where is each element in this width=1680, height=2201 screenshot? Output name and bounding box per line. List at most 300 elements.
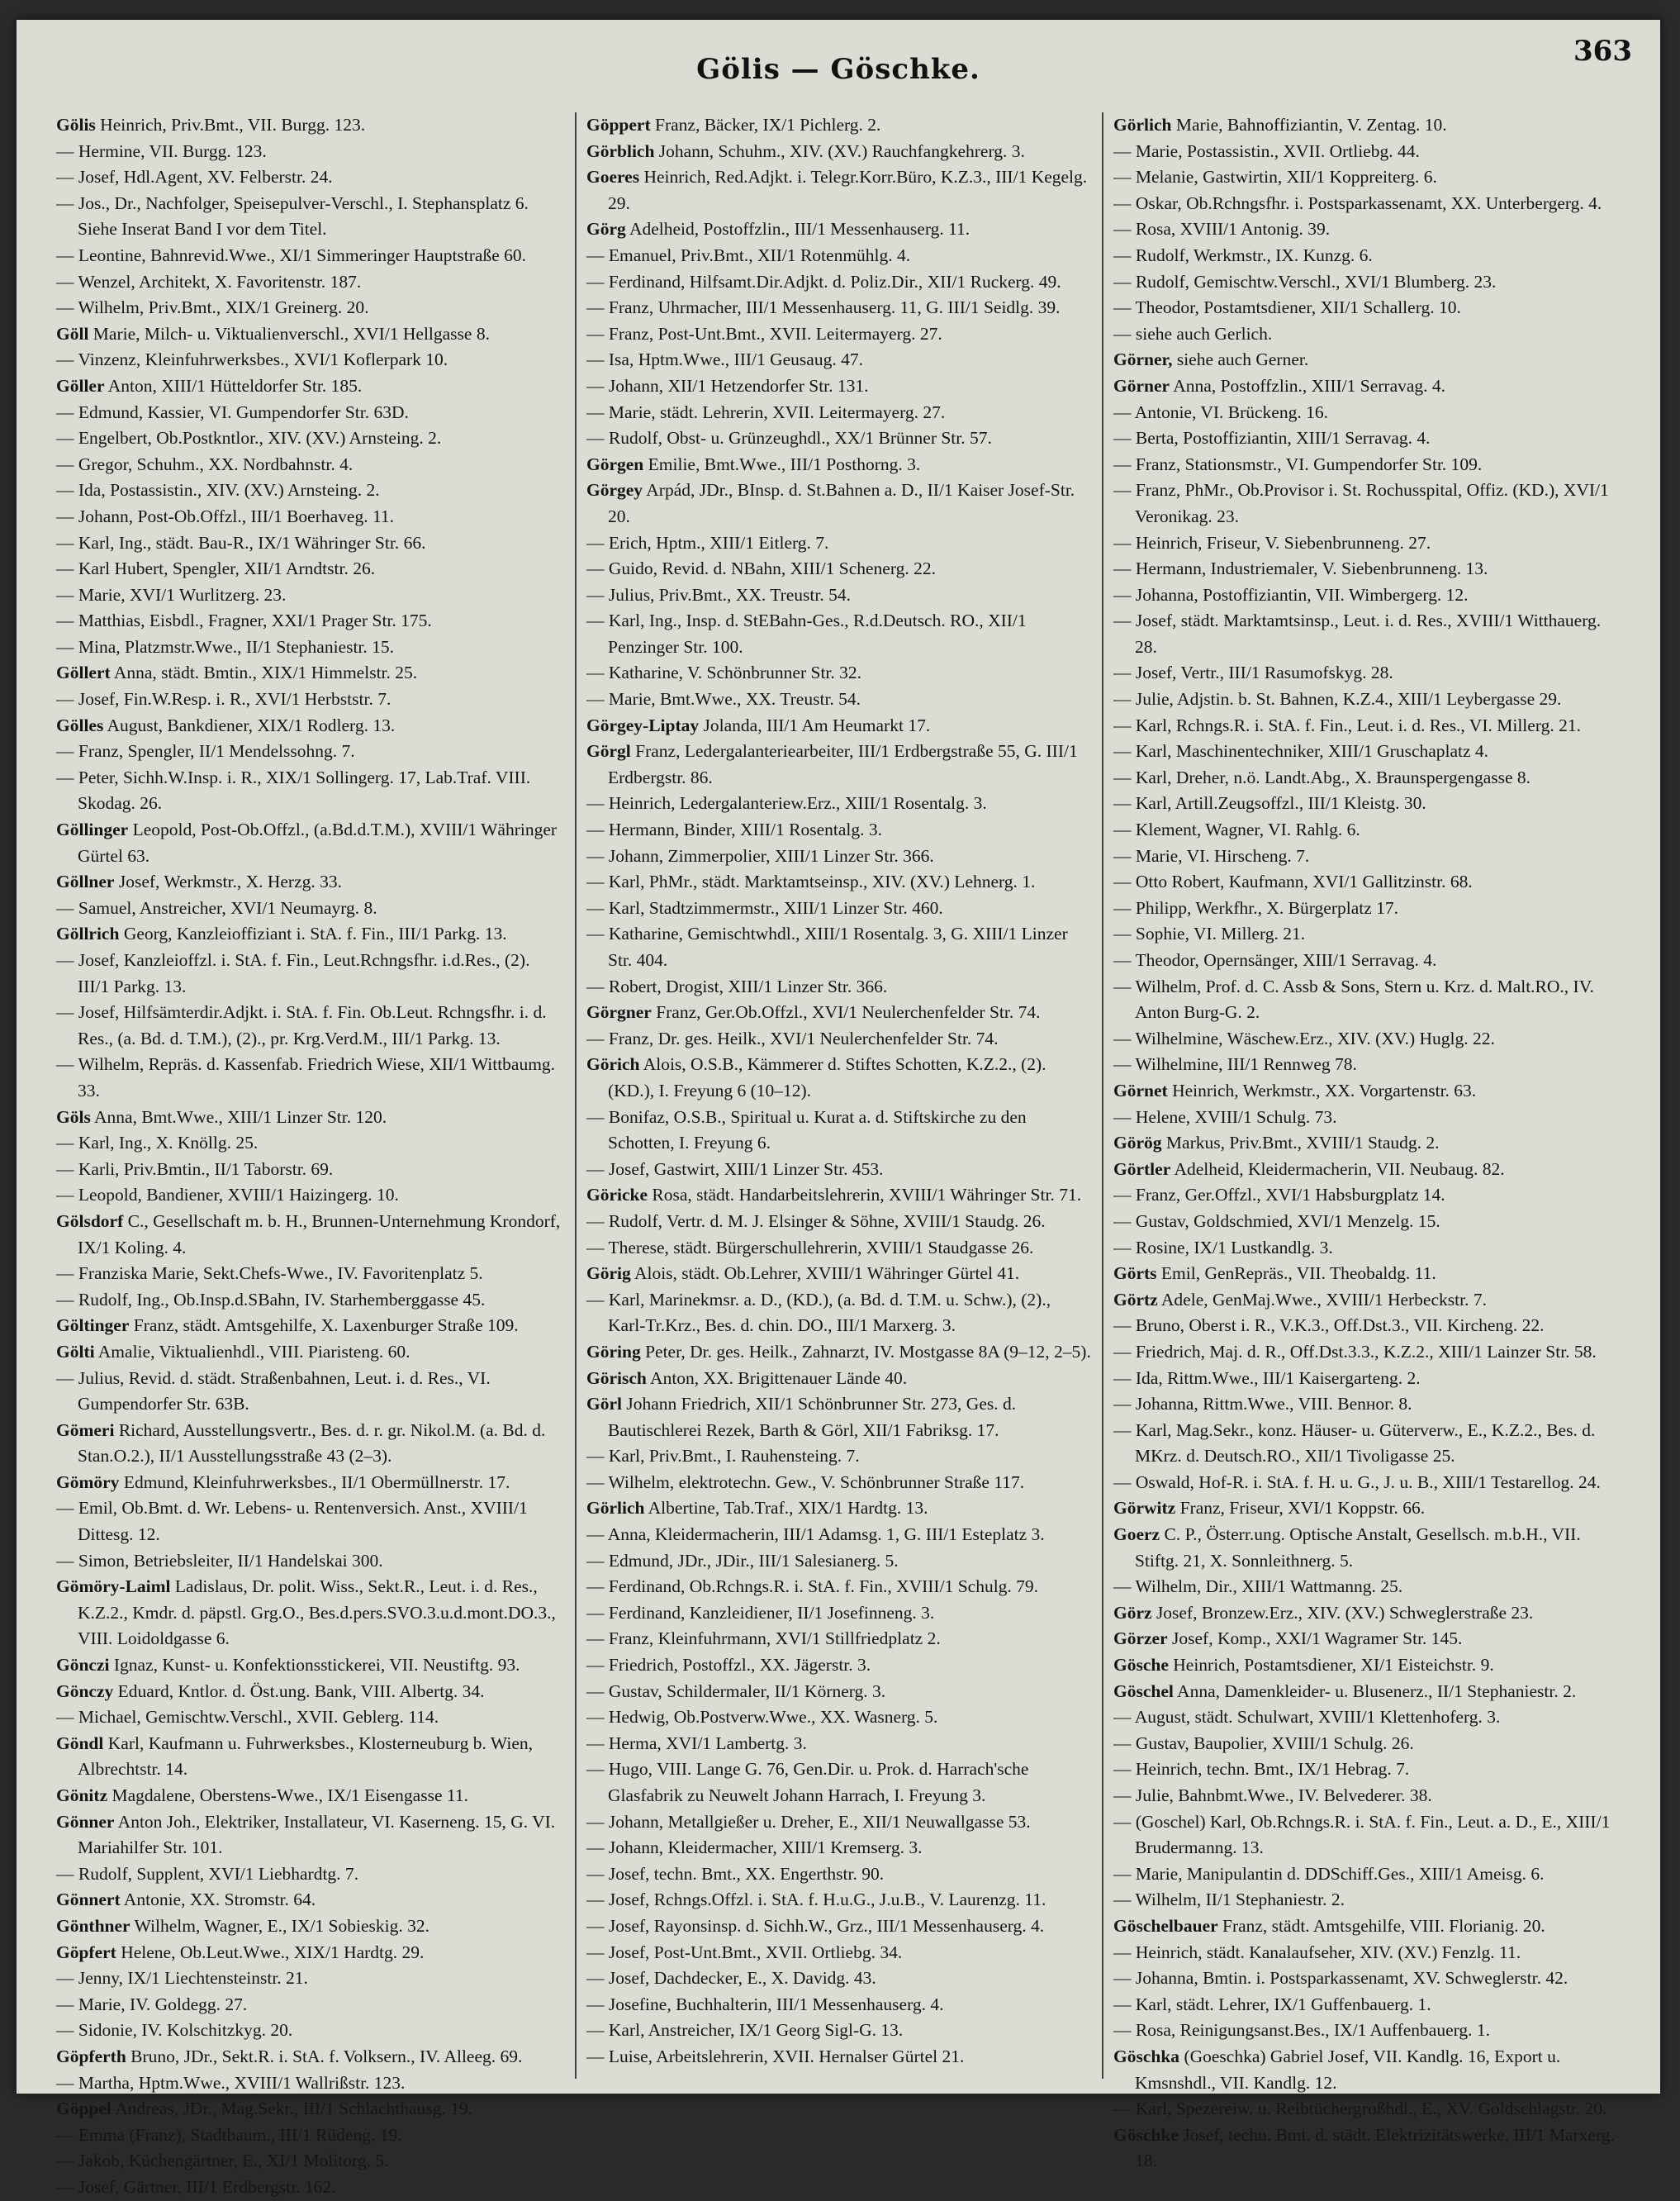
directory-entry [56,635,565,661]
entry-text: — Josefine, Buchhalterin, III/1 Messenhauserg. 4. [586,1994,944,2014]
entry-text: — Hermann, Binder, XIII/1 Rosentalg. 3. [586,820,882,840]
directory-entry [56,2070,565,2097]
entry-text: — Rudolf, Vertr. d. M. J. Elsinger & Söhne, XVIII/1 Staudg. 26. [586,1210,1046,1231]
entry-text: — Wilhelm, elektrotechn. Gew., V. Schönbrunner Straße 117. [586,1471,1025,1492]
entry-text: Alois, O.S.B., Kämmerer d. Stiftes Schotten, K.Z.2., (2). (KD.), I. Freyung 6 (10–12). [608,1054,1046,1100]
directory-entry [586,556,1092,582]
entry-surname: Goeres [586,167,640,188]
entry-text: — Johann, Kleidermacher, XIII/1 Kremserg. 3. [586,1837,923,1858]
entry-text: — Leontine, Bahnrevid.Wwe., XI/1 Simmeringer Hauptstraße 60. [56,245,527,265]
entry-surname: Görgl [586,741,631,762]
entry-text: Johann Friedrich, XII/1 Schönbrunner Str. 273, Ges. d. Bautischlerei Rezek, Barth & Görl, XII/1 Fabriksg. 17. [608,1394,1017,1440]
entry-surname: Gömöry [56,1471,120,1492]
entry-text: — Johanna, Bmtin. i. Postsparkassenamt, XV. Schweglerstr. 42. [1113,1968,1568,1989]
directory-entry [56,1418,565,1470]
entry-text: — Bonifaz, O.S.B., Spiritual u. Kurat a. d. Stiftskirche zu den Schotten, I. Freyung 6. [586,1106,1027,1153]
directory-entry [1113,765,1622,792]
directory-entry [1113,1783,1622,1809]
entry-text: — Rudolf, Ing., Ob.Insp.d.SBahn, IV. Starhemberggasse 45. [56,1289,486,1310]
directory-entry [586,425,1092,452]
directory-entry [56,112,565,139]
entry-text: — Franz, Kleinfuhrmann, XVI/1 Stillfriedplatz 2. [586,1628,941,1649]
directory-entry [56,1679,565,1705]
entry-text: Josef, Komp., XXI/1 Wagramer Str. 145. [1167,1628,1463,1649]
directory-entry [586,1391,1092,1443]
directory-entry [56,765,565,817]
entry-text: — Marie, Manipulantin d. DDSchiff.Ges., XIII/1 Ameisg. 6. [1113,1863,1545,1884]
entry-text: — Emanuel, Priv.Bmt., XII/1 Rotenmühlg. 4. [586,245,911,265]
entry-text: — Oswald, Hof-R. i. StA. f. H. u. G., J. u. B., XIII/1 Testarellog. 24. [1113,1471,1601,1492]
entry-text: Karl, Kaufmann u. Fuhrwerksbes., Klosterneuburg b. Wien, Albrechtstr. 14. [78,1733,533,1780]
entry-text: — Karl, Spezereiw. u. Reibtüchergroßhdl., E., XV. Goldschlagstr. 20. [1113,2099,1607,2119]
entry-text: Franz, städt. Amtsgehilfe, X. Laxenburger Straße 109. [129,1315,519,1336]
entry-surname: Göllert [56,663,111,683]
entry-surname: Görgen [586,454,644,474]
directory-entry [56,739,565,765]
directory-entry [56,347,565,373]
directory-entry [56,1574,565,1652]
directory-entry [586,1495,1092,1522]
entry-text: — Franz, PhMr., Ob.Provisor i. St. Rochusspital, Offiz. (KD.), XVI/1 Veronikag. 23. [1113,480,1609,526]
entry-text: — Ida, Rittm.Wwe., III/1 Kaisergarteng. 2. [1113,1367,1421,1388]
entry-surname: Gömöry-Laiml [56,1576,171,1597]
directory-entry [56,1783,565,1809]
entry-text: — Marie, XVI/1 Wurlitzerg. 23. [56,584,287,605]
directory-entry [1113,687,1622,713]
directory-entry [1113,2044,1622,2096]
entry-text: Emil, GenRepräs., VII. Theobaldg. 11. [1156,1263,1436,1284]
entry-text: — Theodor, Opernsänger, XIII/1 Serravag. 4. [1113,950,1437,970]
entry-text: — siehe auch Gerlich. [1113,323,1273,344]
entry-surname: Gölti [56,1341,95,1362]
directory-entry [586,844,1092,870]
entry-text: — Mina, Platzmstr.Wwe., II/1 Stephaniestr. 15. [56,636,395,657]
entry-text: Marie, Milch- u. Viktualienverschl., XVI/1 Hellgasse 8. [88,323,490,344]
entry-text: — Friedrich, Maj. d. R., Off.Dst.3.3., K.Z.2., XIII/1 Lainzer Str. 58. [1113,1341,1597,1362]
directory-entry [56,2175,565,2201]
entry-text: — Karl, Marinekmsr. a. D., (KD.), (a. Bd. d. T.M. u. Schw.), (2)., Karl-Tr.Krz., Bes. d. chin. DO., III/1 Marxerg. 3. [586,1289,1051,1336]
directory-entry [56,1966,565,1992]
directory-entry [586,112,1092,139]
directory-entry [1113,1966,1622,1992]
entry-surname: Göppel [56,2099,112,2119]
entry-text: — Ferdinand, Hilfsamt.Dir.Adjkt. d. Poliz.Dir., XII/1 Ruckerg. 49. [586,271,1061,292]
entry-surname: Görisch [586,1367,647,1388]
entry-text: — Josef, Fin.W.Resp. i. R., XVI/1 Herbststr. 7. [56,689,392,710]
entry-text: — Katharine, Gemischtwhdl., XIII/1 Rosentalg. 3, G. XIII/1 Linzer Str. 404. [586,924,1068,970]
entry-text: — Therese, städt. Bürgerschullehrerin, XVIII/1 Staudgasse 26. [586,1237,1034,1257]
entry-text: — Martha, Hptm.Wwe., XVIII/1 Wallrißstr. 123. [56,2072,406,2093]
entry-text: — Anna, Kleidermacherin, III/1 Adamsg. 1, G. III/1 Esteplatz 3. [586,1524,1045,1545]
directory-entry [1113,139,1622,165]
entry-text: Markus, Priv.Bmt., XVIII/1 Staudg. 2. [1161,1133,1440,1153]
entry-surname: Göndl [56,1733,104,1753]
entry-text: — Peter, Sichh.W.Insp. i. R., XIX/1 Sollingerg. 17, Lab.Traf. VIII. Skodag. 26. [56,767,531,814]
entry-text: Andreas, JDr., Mag.Sekr., III/1 Schlachthausg. 19. [111,2099,473,2119]
entry-text: — Hedwig, Ob.Postverw.Wwe., XX. Wasnerg. 5. [586,1707,938,1728]
entry-text: — Marie, städt. Lehrerin, XVII. Leitermayerg. 27. [586,402,946,422]
directory-entry [1113,1809,1622,1861]
directory-entry [56,1992,565,2018]
entry-text: — Karl, Ing., X. Knöllg. 25. [56,1133,259,1153]
directory-entry [1113,1704,1622,1731]
directory-entry [1113,347,1622,373]
directory-entry [1113,1287,1622,1314]
entry-text: Ignaz, Kunst- u. Konfektionsstickerei, VII. Neustiftg. 93. [109,1655,520,1676]
directory-entry [586,1157,1092,1183]
directory-entry [1113,1130,1622,1157]
entry-text: — Marie, VI. Hirscheng. 7. [1113,845,1310,866]
directory-entry [56,660,565,687]
directory-entry [1113,1495,1622,1522]
columns [46,112,1632,2197]
entry-text: Ladislaus, Dr. polit. Wiss., Sekt.R., Leut. i. d. Res., K.Z.2., Kmdr. d. päpstl. Grg.O., Bes.d.pers.SVO.3.u.d.mont.DO.3., VIII. Loidoldgasse 6. [78,1576,556,1649]
entry-text: — Gregor, Schuhm., XX. Nordbahnstr. 4. [56,454,354,474]
entry-text: — Rosa, Reinigungsanst.Bes., IX/1 Auffenbauerg. 1. [1113,2020,1491,2041]
entry-text: — Karl, PhMr., städt. Marktamtseinsp., XIV. (XV.) Lehnerg. 1. [586,872,1036,892]
entry-text: — Marie, IV. Goldegg. 27. [56,1994,248,2014]
directory-entry [586,216,1092,243]
directory-entry [56,1339,565,1366]
directory-entry [1113,1600,1622,1627]
entry-text: — (Goschel) Karl, Ob.Rchngs.R. i. StA. f. Fin., Leut. a. D., E., XIII/1 Brudermanng. 13. [1113,1811,1611,1858]
entry-text: Georg, Kanzleioffiziant i. StA. f. Fin., III/1 Parkg. 13. [119,924,507,944]
directory-entry [1113,2096,1622,2123]
entry-text: — Vinzenz, Kleinfuhrwerksbes., XVI/1 Koflerpark 10. [56,349,448,370]
entry-surname: Göllner [56,872,115,892]
directory-entry [56,1157,565,1183]
directory-entry [56,1052,565,1104]
directory-entry [56,1704,565,1731]
directory-entry [586,817,1092,844]
entry-text: Richard, Ausstellungsvertr., Bes. d. r. gr. Nikol.M. (a. Bd. d. Stan.O.2.), II/1 Ausstellungsstraße 43 (2–3). [78,1419,546,1467]
directory-entry [56,1209,565,1261]
directory-entry [1113,1418,1622,1470]
entry-text: — Karl, Priv.Bmt., I. Rauhensteing. 7. [586,1446,860,1467]
entry-text: — Leopold, Bandiener, XVIII/1 Haizingerg. 10. [56,1185,399,1205]
entry-surname: Gönthner [56,1915,131,1936]
entry-surname: Göschelbauer [1113,1915,1218,1936]
directory-entry [56,1182,565,1209]
entry-surname: Göller [56,375,105,396]
directory-entry [56,243,565,269]
entry-text: — Jakob, Küchengärtner, E., XI/1 Molitorg. 5. [56,2151,389,2171]
entry-text: Leopold, Post-Ob.Offzl., (a.Bd.d.T.M.), XVIII/1 Währinger Gürtel 63. [78,820,558,866]
entry-surname: Görner [1113,375,1170,396]
entry-text: — Gustav, Schildermaler, II/1 Körnerg. 3. [586,1680,886,1701]
entry-text: — Ferdinand, Kanzleidiener, II/1 Josefinneng. 3. [586,1602,935,1623]
entry-surname: Göll [56,323,89,344]
entry-text: — Josef, städt. Marktamtsinsp., Leut. i. d. Res., XVIII/1 Witthauerg. 28. [1113,611,1602,657]
entry-surname: Göricke [586,1185,648,1205]
directory-entry [56,321,565,348]
directory-entry [586,896,1092,922]
entry-text: — Erich, Hptm., XIII/1 Eitlerg. 7. [586,532,829,553]
directory-entry [1113,1182,1622,1209]
directory-entry [586,1992,1092,2018]
entry-surname: Göllinger [56,820,129,840]
directory-entry [56,530,565,557]
directory-entry [586,1809,1092,1836]
running-head: Gölis — Göschke. [696,53,980,86]
directory-entry [56,948,565,1000]
entry-text: — Karl, Mag.Sekr., konz. Häuser- u. Güterverw., E., K.Z.2., Bes. d. MKrz. d. Deutsch.RO., XII/1 Tivoligasse 25. [1113,1419,1596,1467]
entry-surname: Görtler [1113,1158,1171,1179]
entry-surname: Görl [586,1394,622,1414]
directory-entry [586,1679,1092,1705]
entry-text: Rosa, städt. Handarbeitslehrerin, XVIII/1 Währinger Str. 71. [648,1185,1082,1205]
entry-text: — Marie, Bmt.Wwe., XX. Treustr. 54. [586,689,861,710]
entry-surname: Gölis [56,115,96,135]
directory-entry [1113,1861,1622,1888]
directory-entry [586,1026,1092,1053]
entry-text: — Gustav, Goldschmied, XVI/1 Menzelg. 15. [1113,1210,1440,1231]
directory-entry [1113,713,1622,739]
entry-text: — Rudolf, Werkmstr., IX. Kunzg. 6. [1113,245,1373,265]
directory-entry [586,1600,1092,1627]
entry-text: — Sophie, VI. Millerg. 21. [1113,924,1306,944]
entry-text: — Philipp, Werkfhr., X. Bürgerplatz 17. [1113,897,1399,918]
entry-text: Magdalene, Oberstens-Wwe., IX/1 Eisengasse 11. [107,1785,468,1805]
entry-text: — Wilhelm, II/1 Stephaniestr. 2. [1113,1890,1345,1910]
entry-text: — Karl, Stadtzimmermstr., XIII/1 Linzer Str. 460. [586,897,943,918]
directory-entry [586,1966,1092,1992]
column-middle [575,112,1103,2079]
directory-entry [56,1130,565,1157]
entry-surname: Görgey [586,480,643,501]
directory-entry [56,1809,565,1861]
directory-entry [586,321,1092,348]
entry-text: Josef, techn. Bmt. d. städt. Elektrizitätswerke, III/1 Marxerg. 18. [1135,2124,1615,2171]
entry-text: Amalie, Viktualienhdl., VIII. Piaristeng. 60. [94,1341,411,1362]
directory-entry [1113,608,1622,660]
directory-entry [1113,425,1622,452]
directory-entry [586,1052,1092,1104]
directory-entry [586,1261,1092,1287]
entry-surname: Gölles [56,715,104,735]
entry-text: — Franz, Spengler, II/1 Mendelssohng. 7. [56,741,355,762]
directory-entry [1113,1470,1622,1496]
directory-entry [586,1757,1092,1809]
directory-entry [1113,530,1622,557]
directory-entry [56,425,565,452]
directory-entry [56,2018,565,2044]
directory-entry [1113,321,1622,348]
entry-text: — Hugo, VIII. Lange G. 76, Gen.Dir. u. Prok. d. Harrach'sche Glasfabrik zu Neuwelt Johann Harrach, I. Freyung 3. [586,1759,1029,1805]
directory-entry [1113,844,1622,870]
directory-entry [1113,164,1622,191]
entry-surname: Görgey-Liptay [586,715,700,735]
entry-text: — Julie, Bahnbmt.Wwe., IV. Belvederег. 38. [1113,1785,1432,1805]
entry-text: — Matthias, Eisbdl., Fragner, XXI/1 Prager Str. 175. [56,611,432,631]
directory-entry [1113,791,1622,817]
directory-entry [56,582,565,609]
entry-text: — Wilhelm, Priv.Bmt., XIX/1 Greinerg. 20. [56,297,369,318]
entry-text: Heinrich, Werkmstr., XX. Vorgartenstr. 63. [1167,1080,1477,1100]
entry-surname: Göpferth [56,2046,126,2066]
entry-text: — Karl Hubert, Spengler, XII/1 Arndtstr. 26. [56,559,376,579]
directory-entry [1113,1522,1622,1574]
entry-text: C., Gesellschaft m. b. H., Brunnen-Unternehmung Krondorf, IX/1 Koling. 4. [78,1210,561,1257]
directory-entry [1113,269,1622,296]
directory-entry [586,791,1092,817]
entry-text: Anna, Bmt.Wwe., XIII/1 Linzer Str. 120. [90,1106,387,1127]
directory-entry [586,1861,1092,1888]
entry-text: — Julius, Priv.Bmt., XX. Treustr. 54. [586,584,851,605]
entry-text: — Franz, Uhrmacher, III/1 Messenhauserg. 11, G. III/1 Seidlg. 39. [586,297,1061,318]
directory-entry [586,452,1092,478]
entry-text: — Julie, Adjstin. b. St. Bahnen, K.Z.4., XIII/1 Leybergasse 29. [1113,689,1562,710]
directory-entry [586,2018,1092,2044]
directory-entry [586,164,1092,216]
entry-text: — Johann, Zimmerpolier, XIII/1 Linzer Str. 366. [586,845,934,866]
entry-surname: Göls [56,1106,91,1127]
directory-entry [1113,1105,1622,1131]
entry-surname: Göschke [1113,2124,1179,2145]
entry-text: Jolanda, III/1 Am Heumarkt 17. [699,715,931,735]
entry-text: Emilie, Bmt.Wwe., III/1 Posthorng. 3. [643,454,921,474]
entry-text: — Wenzel, Architekt, X. Favoritenstr. 187. [56,271,362,292]
entry-surname: Gönitz [56,1785,108,1805]
entry-surname: Görlich [1113,115,1172,135]
entry-text: — Julius, Revid. d. städt. Straßenbahnen, Leut. i. d. Res., VI. Gumpendorfer Str. 63B. [56,1367,491,1414]
directory-entry [1113,373,1622,400]
entry-text: — Josef, Kanzleioffzl. i. StA. f. Fin., Leut.Rchngsfhr. i.d.Res., (2). III/1 Parkg. 13. [56,950,530,996]
entry-text: Josef, Werkmstr., X. Herzg. 33. [114,872,343,892]
directory-entry [1113,1391,1622,1418]
entry-text: — Bruno, Oberst i. R., V.K.3., Off.Dst.3., VII. Kircheng. 22. [1113,1315,1545,1336]
directory-entry [586,1704,1092,1731]
directory-entry [586,582,1092,609]
entry-text: — Rosine, IX/1 Lustkandlg. 3. [1113,1237,1333,1257]
entry-text: C. P., Österr.ung. Optische Anstalt, Gesellsch. m.b.H., VII. Stiftg. 21, X. Sonnleithnerg. 5. [1135,1524,1581,1571]
entry-text: — Johann, XII/1 Hetzendorfer Str. 131. [586,375,869,396]
entry-surname: Göppert [586,115,651,135]
entry-text: — Helene, XVIII/1 Schulg. 73. [1113,1106,1337,1127]
entry-text: — Franziska Marie, Sekt.Chefs-Wwe., IV. Favoritenplatz 5. [56,1263,483,1284]
directory-entry [586,2044,1092,2070]
entry-text: — Rudolf, Gemischtw.Verschl., XVI/1 Blumberg. 23. [1113,271,1497,292]
directory-entry [586,1105,1092,1157]
directory-entry [1113,452,1622,478]
entry-text: — Friedrich, Postoffzl., XX. Jägerstr. 3. [586,1655,871,1676]
entry-text: — Hermine, VII. Burgg. 123. [56,140,267,161]
entry-text: — Antonie, VI. Brückeng. 16. [1113,402,1328,422]
directory-entry [586,347,1092,373]
directory-entry [56,1495,565,1547]
directory-entry [1113,216,1622,243]
entry-text: (Goeschka) Gabriel Josef, VII. Kandlg. 16, Export u. Kmsnshdl., VII. Kandlg. 12. [1135,2046,1561,2093]
directory-entry [1113,191,1622,217]
entry-text: — Johanna, Rittm.Wwe., VIII. Benног. 8. [1113,1394,1412,1414]
entry-text: — Karl, Maschinentechniker, XIII/1 Gruschaplatz 4. [1113,741,1489,762]
directory-entry [56,817,565,869]
directory-entry [586,1209,1092,1235]
entry-text: Arpád, JDr., BInsp. d. St.Bahnen a. D., II/1 Kaiser Josef-Str. 20. [608,480,1075,526]
directory-entry [586,1574,1092,1600]
entry-text: — Heinrich, Friseur, V. Siebenbrunneng. 27. [1113,532,1431,553]
entry-text: Franz, Friseur, XVI/1 Koppstr. 66. [1175,1498,1426,1519]
directory-entry [1113,1626,1622,1652]
directory-entry [586,869,1092,896]
entry-text: — Theodor, Postamtsdiener, XII/1 Schallerg. 10. [1113,297,1461,318]
directory-entry [56,1366,565,1418]
entry-text: — Karl, Ing., städt. Bau-R., IX/1 Währinger Str. 66. [56,532,426,553]
directory-entry [586,1443,1092,1470]
entry-text: — Karl, städt. Lehrer, IX/1 Guffenbauerg. 1. [1113,1994,1431,2014]
directory-entry [1113,1574,1622,1600]
entry-text: — Franz, Dr. ges. Heilk., XVI/1 Neulerchenfelder Str. 74. [586,1028,999,1048]
directory-entry [56,1548,565,1575]
entry-text: Wilhelm, Wagner, E., IX/1 Sobieskig. 32. [130,1915,429,1936]
entry-text: — Wilhelm, Dir., XIII/1 Wattmanng. 25. [1113,1576,1403,1597]
directory-entry [586,1287,1092,1339]
directory-entry [586,1339,1092,1366]
entry-text: — Johann, Metallgießer u. Dreher, E., XII/1 Neuwallgasse 53. [586,1811,1031,1832]
entry-text: — Katharine, V. Schönbrunner Str. 32. [586,663,862,683]
entry-text: Franz, städt. Amtsgehilfe, VIII. Florianig. 20. [1217,1915,1545,1936]
directory-entry [1113,896,1622,922]
directory-entry [1113,921,1622,948]
entry-text: Heinrich, Priv.Bmt., VII. Burgg. 123. [95,115,366,135]
entry-text: Heinrich, Red.Adjkt. i. Telegr.Korr.Büro, K.Z.3., III/1 Kegelg. 29. [608,167,1088,213]
entry-text: — Robert, Drogist, XIII/1 Linzer Str. 366. [586,976,888,996]
entry-surname: Görlich [586,1498,645,1519]
entry-surname: Görblich [586,140,655,161]
directory-entry [1113,1992,1622,2018]
directory-entry [586,400,1092,426]
entry-text: — Berta, Postoffiziantin, XIII/1 Serravag. 4. [1113,428,1431,449]
entry-text: Alois, städt. Ob.Lehrer, XVIII/1 Währinger Gürtel 41. [630,1263,1020,1284]
entry-surname: Görtz [1113,1289,1158,1310]
directory-entry [56,2148,565,2175]
directory-entry [56,1313,565,1339]
column-right [1103,112,1632,2171]
directory-entry [56,504,565,530]
directory-entry [1113,1026,1622,1053]
entry-text: — Emma (Franz), Stadtbaum., III/1 Rüdeng. 19. [56,2124,402,2145]
column-left [46,112,575,2197]
directory-entry [586,687,1092,713]
entry-text: — Guido, Revid. d. NBahn, XIII/1 Schenerg. 22. [586,559,936,579]
directory-entry [586,373,1092,400]
entry-text: — Heinrich, techn. Bmt., IX/1 Hebrag. 7. [1113,1759,1410,1780]
entry-text: — Samuel, Anstreicher, XVI/1 Neumayrg. 8. [56,897,377,918]
directory-entry [1113,400,1622,426]
entry-surname: Görgner [586,1002,652,1023]
entry-surname: Gönnert [56,1890,121,1910]
directory-entry [56,139,565,165]
directory-entry [586,1731,1092,1757]
directory-entry [1113,1052,1622,1078]
entry-text: — Karl, Artill.Zeugsoffzl., III/1 Kleistg. 30. [1113,793,1426,814]
directory-entry [586,974,1092,1001]
directory-entry [56,1287,565,1314]
entry-text: Adelheid, Kleidermacherin, VII. Neubaug. 82. [1170,1158,1505,1179]
entry-surname: Görnet [1113,1080,1168,1100]
entry-surname: Göpfert [56,1942,116,1962]
entry-text: — Josef, Post-Unt.Bmt., XVII. Ortliebg. 34. [586,1942,903,1962]
directory-entry [586,478,1092,530]
directory-entry [586,921,1092,973]
entry-text: — Wilhelmine, III/1 Rennweg 78. [1113,1054,1357,1075]
entry-text: — Heinrich, städt. Kanalaufseher, XIV. (XV.) Fenzlg. 11. [1113,1942,1521,1962]
directory-entry [586,530,1092,557]
entry-text: — Wilhelmine, Wäschew.Erz., XIV. (XV.) Huglg. 22. [1113,1028,1495,1048]
entry-surname: Gömeri [56,1419,115,1440]
entry-text: Josef, Bronzew.Erz., XIV. (XV.) Schweglerstraße 23. [1151,1602,1534,1623]
entry-text: — Josef, Dachdecker, E., X. Davidg. 43. [586,1968,876,1989]
